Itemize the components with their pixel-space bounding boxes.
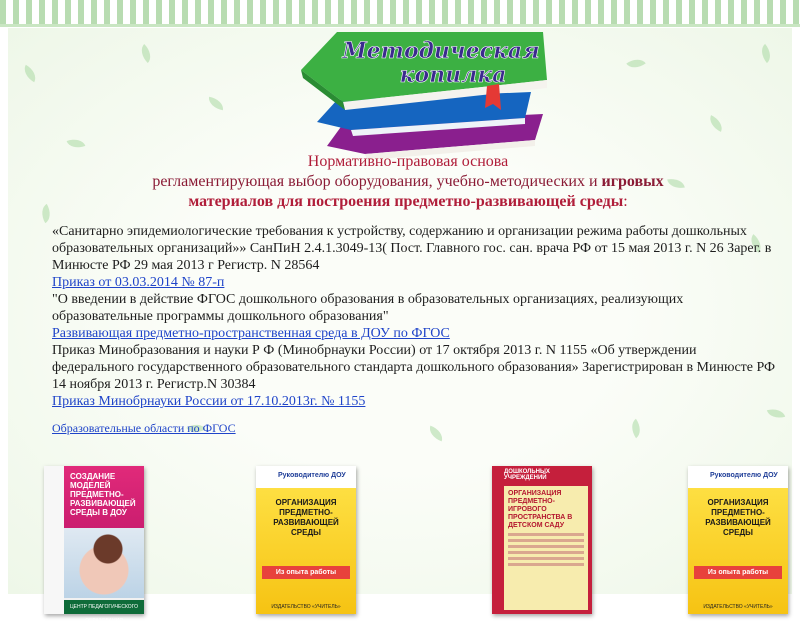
book4-title: ОРГАНИЗАЦИЯ ПРЕДМЕТНО-РАЗВИВАЮЩЕЙ СРЕДЫ [705, 498, 771, 537]
heading-line-2: регламентирующая выбор оборудования, учебно-методических и игровых [152, 173, 664, 190]
fgos-intro-paragraph: "О введении в действие ФГОС дошкольного образования в образовательных организациях, реализующих образовательные программы дошкольного образования" [52, 292, 684, 324]
svg-text:Методическая: Методическая [342, 38, 540, 64]
document-list [52, 223, 782, 437]
leaf-icon [757, 44, 776, 63]
leaf-icon [67, 136, 86, 152]
book4-experience-badge: Из опыта работы [694, 566, 782, 579]
heading-line-1: Нормативно-правовая основа [307, 153, 509, 170]
book-cover-3 [492, 466, 592, 614]
order-1155-link[interactable]: Приказ Минобрнауки России от 17.10.2013г. № 1155 [52, 394, 366, 409]
page-heading [68, 152, 748, 212]
book2-publisher: ИЗДАТЕЛЬСТВО «УЧИТЕЛЬ» [271, 604, 341, 610]
leaf-icon [20, 65, 39, 83]
leaf-icon [706, 115, 725, 132]
book1-title: СОЗДАНИЕ МОДЕЛЕЙ ПРЕДМЕТНО-РАЗВИВАЮЩЕЙ СРЕДЫ В ДОУ [44, 466, 144, 552]
book3-series: ДОШКОЛЬНЫХ УЧРЕЖДЕНИЙ [504, 469, 550, 481]
order-1155-paragraph: Приказ Минобразования и науки Р Ф (Минобрнауки России) от 17 октября 2013 г. N 1155 «Об утверждении федерального государственного образовательного стандарта дошкольного образования» Зарегистрирован в Минюсте РФ 14 ноября 2013 г. Регистр.N 30384 [52, 343, 776, 392]
rpps-link[interactable]: Развивающая предметно-пространственная среда в ДОУ по ФГОС [52, 326, 450, 341]
book2-experience-badge: Из опыта работы [262, 566, 350, 579]
order-87p-link[interactable]: Приказ от 03.03.2014 № 87-п [52, 275, 225, 290]
book2-title: ОРГАНИЗАЦИЯ ПРЕДМЕТНО-РАЗВИВАЮЩЕЙ СРЕДЫ [273, 498, 339, 537]
methodical-piggy-bank-logo [281, 28, 573, 160]
leaf-icon [207, 97, 225, 111]
book-cover-4 [688, 466, 788, 614]
svg-text:копилка: копилка [399, 62, 507, 88]
educational-areas-link[interactable]: Образовательные области по ФГОС [52, 421, 236, 435]
book4-series: Руководителю ДОУ [688, 466, 788, 488]
book4-publisher: ИЗДАТЕЛЬСТВО «УЧИТЕЛЬ» [703, 604, 773, 610]
slide-background [8, 28, 792, 624]
leaf-icon [136, 44, 155, 63]
top-stripe-border [0, 0, 800, 27]
book3-title: ОРГАНИЗАЦИЯ ПРЕДМЕТНО-ИГРОВОГО ПРОСТРАНСТВА В ДЕТСКОМ САДУ [508, 490, 573, 529]
book1-footer: ЦЕНТР ПЕДАГОГИЧЕСКОГО ОБРАЗОВАНИЯ [64, 600, 144, 614]
book-cover-1 [44, 466, 144, 624]
leaf-icon [626, 54, 645, 72]
book-cover-2 [256, 466, 356, 614]
heading-line-3: материалов для построения предметно-развивающей среды: [188, 193, 628, 210]
sanpin-paragraph: «Санитарно эпидемиологические требования к устройству, содержанию и организации режима работы дошкольных образовательных организаций»» СанПиН 2.4.1.3049-13( Пост. Главного гос. сан. врача РФ от 15 мая 2013 г. N 26 Зарег. в Минюсте РФ 29 мая 2013 г Регистр. N 28564 [52, 224, 772, 273]
book2-series: Руководителю ДОУ [256, 466, 356, 488]
book1-photo [64, 528, 144, 598]
leaf-icon [37, 204, 55, 223]
